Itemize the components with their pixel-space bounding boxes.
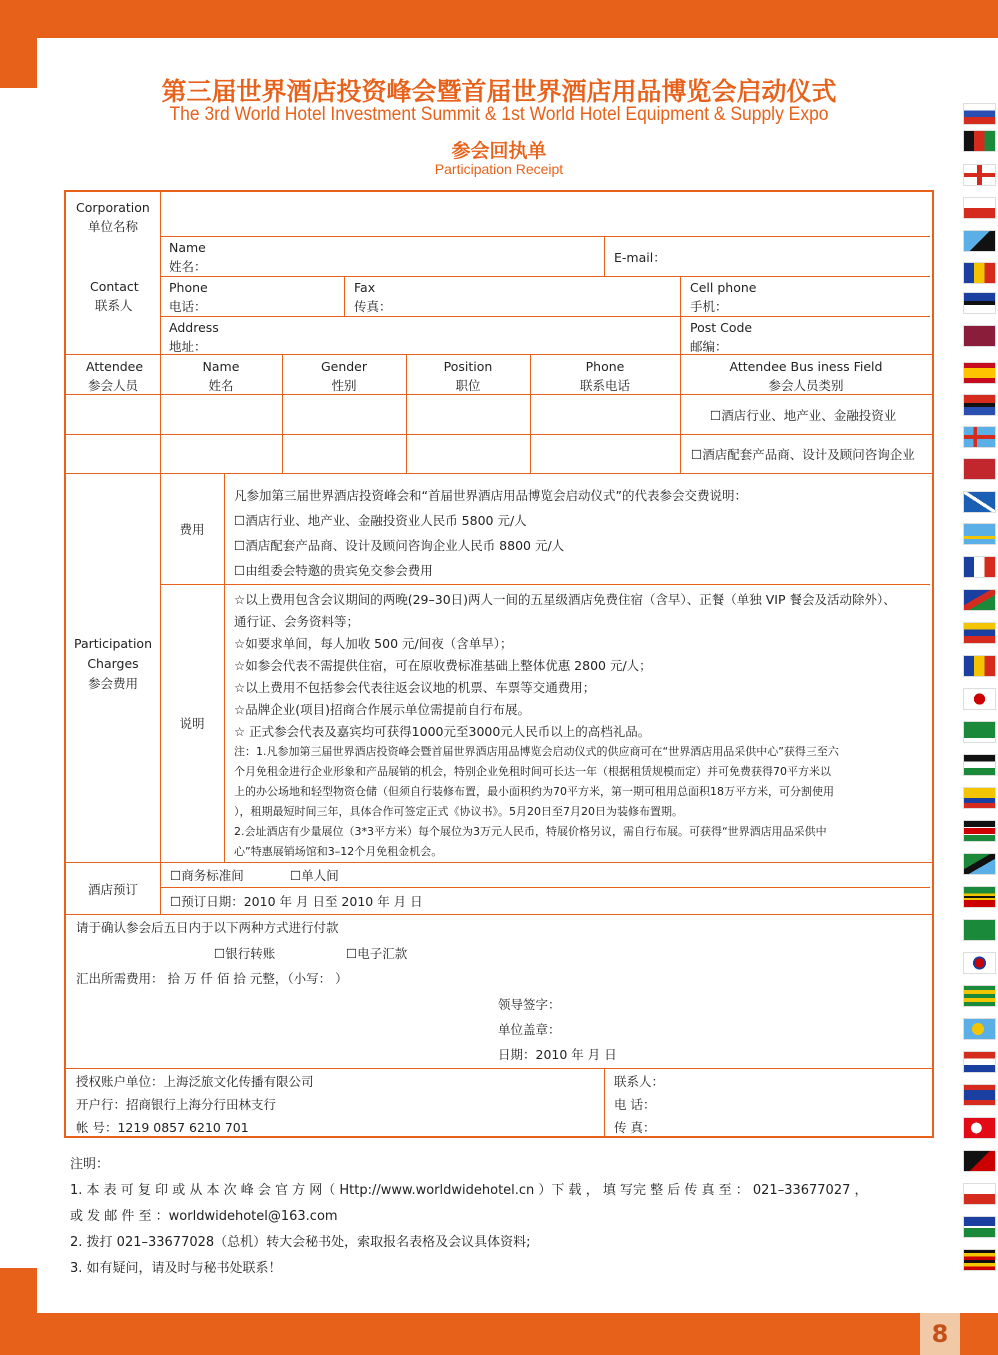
left-band-gap (0, 88, 37, 1268)
contact-label-cn: 联系人 (95, 298, 133, 313)
field-option-hotel[interactable]: ☐酒店行业、地产业、金融投资业 (710, 408, 897, 423)
flag-icon (963, 1117, 996, 1139)
subtitle-en: Participation Receipt (434, 161, 564, 177)
fee-option-hotel[interactable]: ☐酒店行业、地产业、金融投资业人民币 5800 元/人 (234, 513, 527, 528)
flag-icon (963, 1150, 996, 1172)
flag-icon (963, 1084, 996, 1106)
page-number: 8 (920, 1313, 960, 1355)
col-gender-en: Gender (320, 359, 368, 374)
bank-transfer-option[interactable]: ☐银行转账 (214, 946, 276, 961)
charges-label-line2: Charges (87, 656, 139, 671)
note-line: 通行证、会务资料等； (234, 614, 360, 629)
payment-date: 日期：2010 年 月 日 (498, 1047, 617, 1062)
flag-icon (963, 787, 996, 809)
flag-icon (963, 556, 996, 578)
note-line: ☆以上费用包含会议期间的两晚(29–30日)两人一间的五星级酒店免费住宿（含早）、正餐（单独 VIP 餐会及活动除外）、 (234, 592, 896, 607)
fee-option-vip[interactable]: ☐由组委会特邀的贵宾免交参会费用 (234, 563, 433, 578)
col-field-en: Attendee Bus iness Field (729, 359, 883, 374)
note-item: 1. 本 表 可 复 印 或 从 本 次 峰 会 官 方 网（ Http://www.worldwidehotel.cn ）下 载 ， 填 写完 整 后 传 真 至 ： 021–33677027 ， (70, 1183, 868, 1198)
flag-icon (963, 589, 996, 611)
col-phone-en: Phone (585, 359, 625, 374)
flag-icon (963, 426, 996, 448)
address-label-cn: 地址： (169, 339, 207, 354)
col-position-cn: 职位 (455, 378, 481, 393)
flag-icon (963, 197, 996, 219)
account-company: 授权账户单位：上海泛旅文化传播有限公司 (76, 1074, 314, 1089)
field-option-supplier[interactable]: ☐酒店配套产品商、设计及顾问咨询企业 (691, 447, 915, 462)
footer-notes (70, 1152, 868, 1282)
flag-icon (963, 919, 996, 941)
account-tel: 电 话： (614, 1097, 656, 1112)
flag-icon (963, 853, 996, 875)
flag-icon (963, 325, 996, 347)
flag-icon (963, 523, 996, 545)
company-seal: 单位盖章： (498, 1022, 561, 1037)
flag-icon (963, 130, 996, 152)
electronic-remit-option[interactable]: ☐电子汇款 (346, 946, 408, 961)
attendee-label-cn: 参会人员 (88, 378, 139, 393)
title-cn: 第三届世界酒店投资峰会暨首届世界酒店用品博览会启动仪式 (161, 77, 837, 106)
room-standard-option[interactable]: ☐商务标准间 (170, 868, 244, 883)
fee-label: 费用 (179, 522, 205, 537)
fine-print-line: 注：1.凡参加第三届世界酒店投资峰会暨首届世界酒店用品博览会启动仪式的供应商可在“世界酒店用品采供中心”获得三至六 (234, 745, 839, 758)
charges-label-line1: Participation (73, 636, 153, 651)
flag-icon (963, 1051, 996, 1073)
phone-label-cn: 电话： (169, 299, 207, 314)
flag-icon (963, 721, 996, 743)
hotel-booking-label: 酒店预订 (87, 882, 138, 897)
address-label-en: Address (169, 320, 219, 335)
fax-label-en: Fax (354, 280, 376, 295)
flag-icon (963, 655, 996, 677)
note-item: 或 发 邮 件 至 ：worldwidehotel@163.com (70, 1209, 338, 1224)
col-name-en: Name (202, 359, 240, 374)
flag-icon (963, 164, 996, 186)
charges-label-line3: 参会费用 (87, 676, 138, 691)
flag-icon (963, 886, 996, 908)
fine-print-line: 个月免租金进行企业形象和产品展销的机会，特别企业免租时间可长达一年（根据租赁规模而定）并可免费获得70平方米以 (234, 765, 831, 778)
phone-label-en: Phone (169, 280, 208, 295)
flag-icon (963, 1183, 996, 1205)
col-gender-cn: 性别 (331, 378, 357, 393)
account-contact: 联系人： (614, 1074, 665, 1089)
flag-icon (963, 1249, 996, 1271)
corporation-field[interactable] (162, 194, 928, 234)
cell-label-cn: 手机： (690, 299, 728, 314)
flag-icon (963, 491, 996, 513)
fine-print-line: 上的办公场地和轻型物资仓储（但须自行装修布置，最小面积约为70平方米，第一期可租用总面积18万平方米，可分割使用 (234, 785, 834, 798)
account-number: 帐 号：1219 0857 6210 701 (76, 1120, 249, 1135)
account-bank: 开户行：招商银行上海分行田林支行 (76, 1097, 277, 1112)
note-line: ☆以上费用不包括参会代表往返会议地的机票、车票等交通费用； (234, 680, 596, 695)
flag-icon (963, 688, 996, 710)
booking-date-line[interactable]: ☐预订日期：2010 年 月 日至 2010 年 月 日 (170, 894, 423, 909)
corporation-label-cn: 单位名称 (88, 219, 139, 234)
flag-icon (963, 622, 996, 644)
cell-label-en: Cell phone (690, 280, 757, 295)
col-position-en: Position (443, 359, 493, 374)
payment-intro: 请于确认参会后五日内于以下两种方式进行付款 (76, 920, 339, 935)
note-item: 2. 拨打 021–33677028（总机）转大会秘书处，索取报名表格及会议具体资料; (70, 1235, 531, 1250)
postcode-label-en: Post Code (690, 320, 753, 335)
notes-heading: 注明： (70, 1157, 110, 1172)
flag-icon (963, 1216, 996, 1238)
flag-icon (963, 1018, 996, 1040)
account-fax: 传 真： (614, 1120, 656, 1135)
name-label-en: Name (169, 240, 206, 255)
note-line: ☆如参会代表不需提供住宿，可在原收费标准基础上整体优惠 2800 元/人； (234, 658, 652, 673)
flag-icon (963, 262, 996, 284)
flag-icon (963, 230, 996, 252)
room-single-option[interactable]: ☐单人间 (290, 868, 339, 883)
flag-icon (963, 103, 996, 125)
flag-icon (963, 292, 996, 314)
flag-icon (963, 394, 996, 416)
fax-label-cn: 传真： (354, 299, 392, 314)
corporation-label-en: Corporation (76, 200, 150, 215)
leader-signature: 领导签字： (498, 997, 561, 1012)
flag-icon (963, 985, 996, 1007)
amount-line: 汇出所需费用： 拾 万 仟 佰 拾 元整，（小写： ） (76, 971, 348, 986)
note-label: 说明 (179, 716, 205, 731)
attendee-label-en: Attendee (86, 359, 144, 374)
fine-print-line: ），租期最短时间三年，具体合作可签定正式《协议书》。5月20日至7月20日为装修布置期。 (234, 805, 683, 818)
email-label: E-mail： (614, 250, 666, 265)
note-line: ☆品牌企业(项目)招商合作展示单位需提前自行布展。 (234, 702, 530, 717)
subtitle-cn: 参会回执单 (451, 140, 547, 162)
name-label-cn: 姓名： (169, 259, 207, 274)
col-field-cn: 参会人员类别 (768, 378, 844, 393)
flag-icon (963, 754, 996, 776)
col-name-cn: 姓名 (208, 378, 234, 393)
orange-top-band (0, 0, 998, 38)
col-phone-cn: 联系电话 (579, 378, 630, 393)
note-line: ☆如要求单间，每人加收 500 元/间夜（含单早）； (234, 636, 513, 651)
flag-icon (963, 820, 996, 842)
title-en: The 3rd World Hotel Investment Summit & 1st World Hotel Equipment & Supply Expo (169, 104, 829, 125)
postcode-label-cn: 邮编： (690, 339, 728, 354)
fee-option-supplier[interactable]: ☐酒店配套产品商、设计及顾问咨询企业人民币 8800 元/人 (234, 538, 565, 553)
fine-print-line: 2.会址酒店有少量展位（3*3平方米）每个展位为3万元人民币，特展价格另议，需自行布展。可获得“世界酒店用品采供中 (234, 825, 827, 838)
flag-icon (963, 458, 996, 480)
fine-print-line: 心”特惠展销场馆和3–12个月免租金机会。 (234, 845, 443, 858)
note-line: ☆ 正式参会代表及嘉宾均可获得1000元至3000元人民币以上的高档礼品。 (234, 724, 651, 739)
contact-label-en: Contact (90, 279, 139, 294)
note-item: 3. 如有疑问，请及时与秘书处联系！ (70, 1261, 282, 1276)
flag-icon (963, 952, 996, 974)
receipt-form (64, 190, 934, 1138)
orange-bottom-band (0, 1313, 998, 1355)
flag-icon (963, 362, 996, 384)
fee-line-0: 凡参加第三届世界酒店投资峰会和“首届世界酒店用品博览会启动仪式”的代表参会交费说明： (234, 488, 747, 503)
